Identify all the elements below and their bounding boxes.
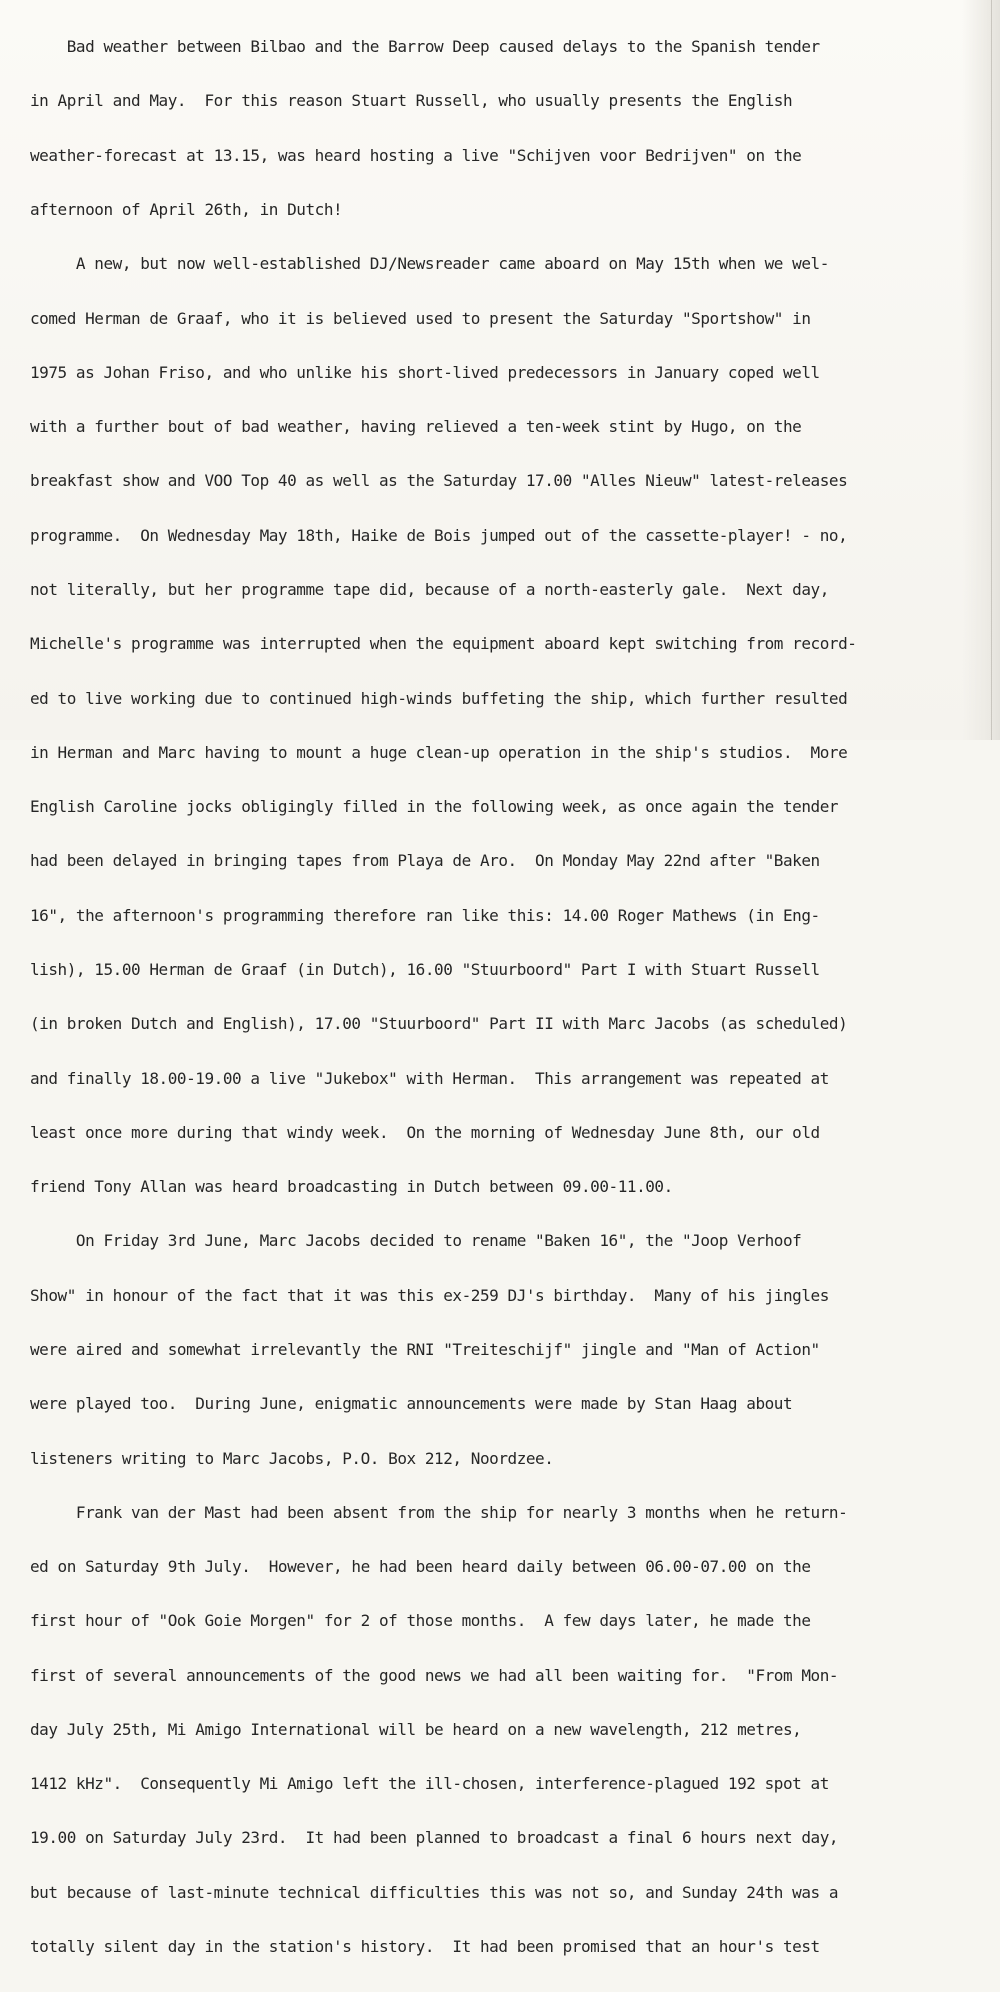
text-line: listeners writing to Marc Jacobs, P.O. Box 212, Noordzee. bbox=[30, 1448, 554, 1468]
document-text bbox=[30, 2, 930, 1992]
text-line: Michelle's programme was interrupted when the equipment aboard kept switching from record- bbox=[30, 634, 857, 654]
text-line: weather-forecast at 13.15, was heard hosting a live "Schijven voor Bedrijven" on the bbox=[30, 145, 802, 165]
text-line: in Herman and Marc having to mount a huge clean-up operation in the ship's studios. More bbox=[30, 742, 848, 762]
text-line: afternoon of April 26th, in Dutch! bbox=[30, 200, 343, 220]
text-line: but because of last-minute technical difficulties this was not so, and Sunday 24th was a bbox=[30, 1882, 839, 1902]
text-line: Show" in honour of the fact that it was this ex-259 DJ's birthday. Many of his jingles bbox=[30, 1285, 829, 1305]
text-line: and finally 18.00-19.00 a live "Jukebox" with Herman. This arrangement was repeated at bbox=[30, 1068, 829, 1088]
text-line: first of several announcements of the good news we had all been waiting for. "From Mon- bbox=[30, 1665, 839, 1685]
text-line: were played too. During June, enigmatic announcements were made by Stan Haag about bbox=[30, 1394, 793, 1414]
text-line: in April and May. For this reason Stuart Russell, who usually presents the English bbox=[30, 91, 793, 111]
text-line: friend Tony Allan was heard broadcasting in Dutch between 09.00-11.00. bbox=[30, 1177, 673, 1197]
text-line: not literally, but her programme tape did, because of a north-easterly gale. Next day, bbox=[30, 580, 829, 599]
text-line: lish), 15.00 Herman de Graaf (in Dutch), 16.00 "Stuurboord" Part I with Stuart Russell bbox=[30, 959, 820, 979]
page-edge-shadow bbox=[962, 0, 1000, 740]
text-line: first hour of "Ook Goie Morgen" for 2 of those months. A few days later, he made the bbox=[30, 1611, 811, 1631]
text-line: comed Herman de Graaf, who it is believed used to present the Saturday "Sportshow" in bbox=[30, 308, 811, 328]
text-line: 1975 as Johan Friso, and who unlike his short-lived predecessors in January coped well bbox=[30, 362, 820, 382]
text-line: had been delayed in bringing tapes from Playa de Aro. On Monday May 22nd after "Baken bbox=[30, 851, 820, 871]
text-line: breakfast show and VOO Top 40 as well as the Saturday 17.00 "Alles Nieuw" latest-releases bbox=[30, 471, 848, 491]
page-edge-line bbox=[991, 0, 992, 740]
text-line: English Caroline jocks obligingly filled in the following week, as once again the tender bbox=[30, 797, 839, 817]
text-line: day July 25th, Mi Amigo International will be heard on a new wavelength, 212 metres, bbox=[30, 1719, 802, 1739]
text-line: (in broken Dutch and English), 17.00 "Stuurboord" Part II with Marc Jacobs (as scheduled) bbox=[30, 1014, 848, 1034]
text-line: least once more during that windy week. On the morning of Wednesday June 8th, our old bbox=[30, 1122, 820, 1142]
text-line: ed to live working due to continued high-winds buffeting the ship, which further resulted bbox=[30, 688, 848, 708]
text-line: ed on Saturday 9th July. However, he had been heard daily between 06.00-07.00 on the bbox=[30, 1557, 811, 1577]
text-line: 19.00 on Saturday July 23rd. It had been planned to broadcast a final 6 hours next day, bbox=[30, 1828, 839, 1848]
text-line: Bad weather between Bilbao and the Barrow Deep caused delays to the Spanish tender bbox=[30, 37, 820, 57]
text-line: with a further bout of bad weather, having relieved a ten-week stint by Hugo, on the bbox=[30, 417, 802, 437]
text-line: 16", the afternoon's programming therefore ran like this: 14.00 Roger Mathews (in Eng- bbox=[30, 905, 820, 925]
text-line: totally silent day in the station's history. It had been promised that an hour's test bbox=[30, 1937, 820, 1957]
text-line: Frank van der Mast had been absent from the ship for nearly 3 months when he return- bbox=[30, 1502, 848, 1522]
text-line: 1412 kHz". Consequently Mi Amigo left the ill-chosen, interference-plagued 192 spot at bbox=[30, 1774, 829, 1794]
text-line: programme. On Wednesday May 18th, Haike de Bois jumped out of the cassette-player! - no, bbox=[30, 525, 848, 545]
text-line: A new, but now well-established DJ/Newsreader came aboard on May 15th when we wel- bbox=[30, 254, 829, 274]
text-line: On Friday 3rd June, Marc Jacobs decided to rename "Baken 16", the "Joop Verhoof bbox=[30, 1231, 802, 1251]
text-line: were aired and somewhat irrelevantly the RNI "Treiteschijf" jingle and "Man of Action" bbox=[30, 1339, 820, 1359]
